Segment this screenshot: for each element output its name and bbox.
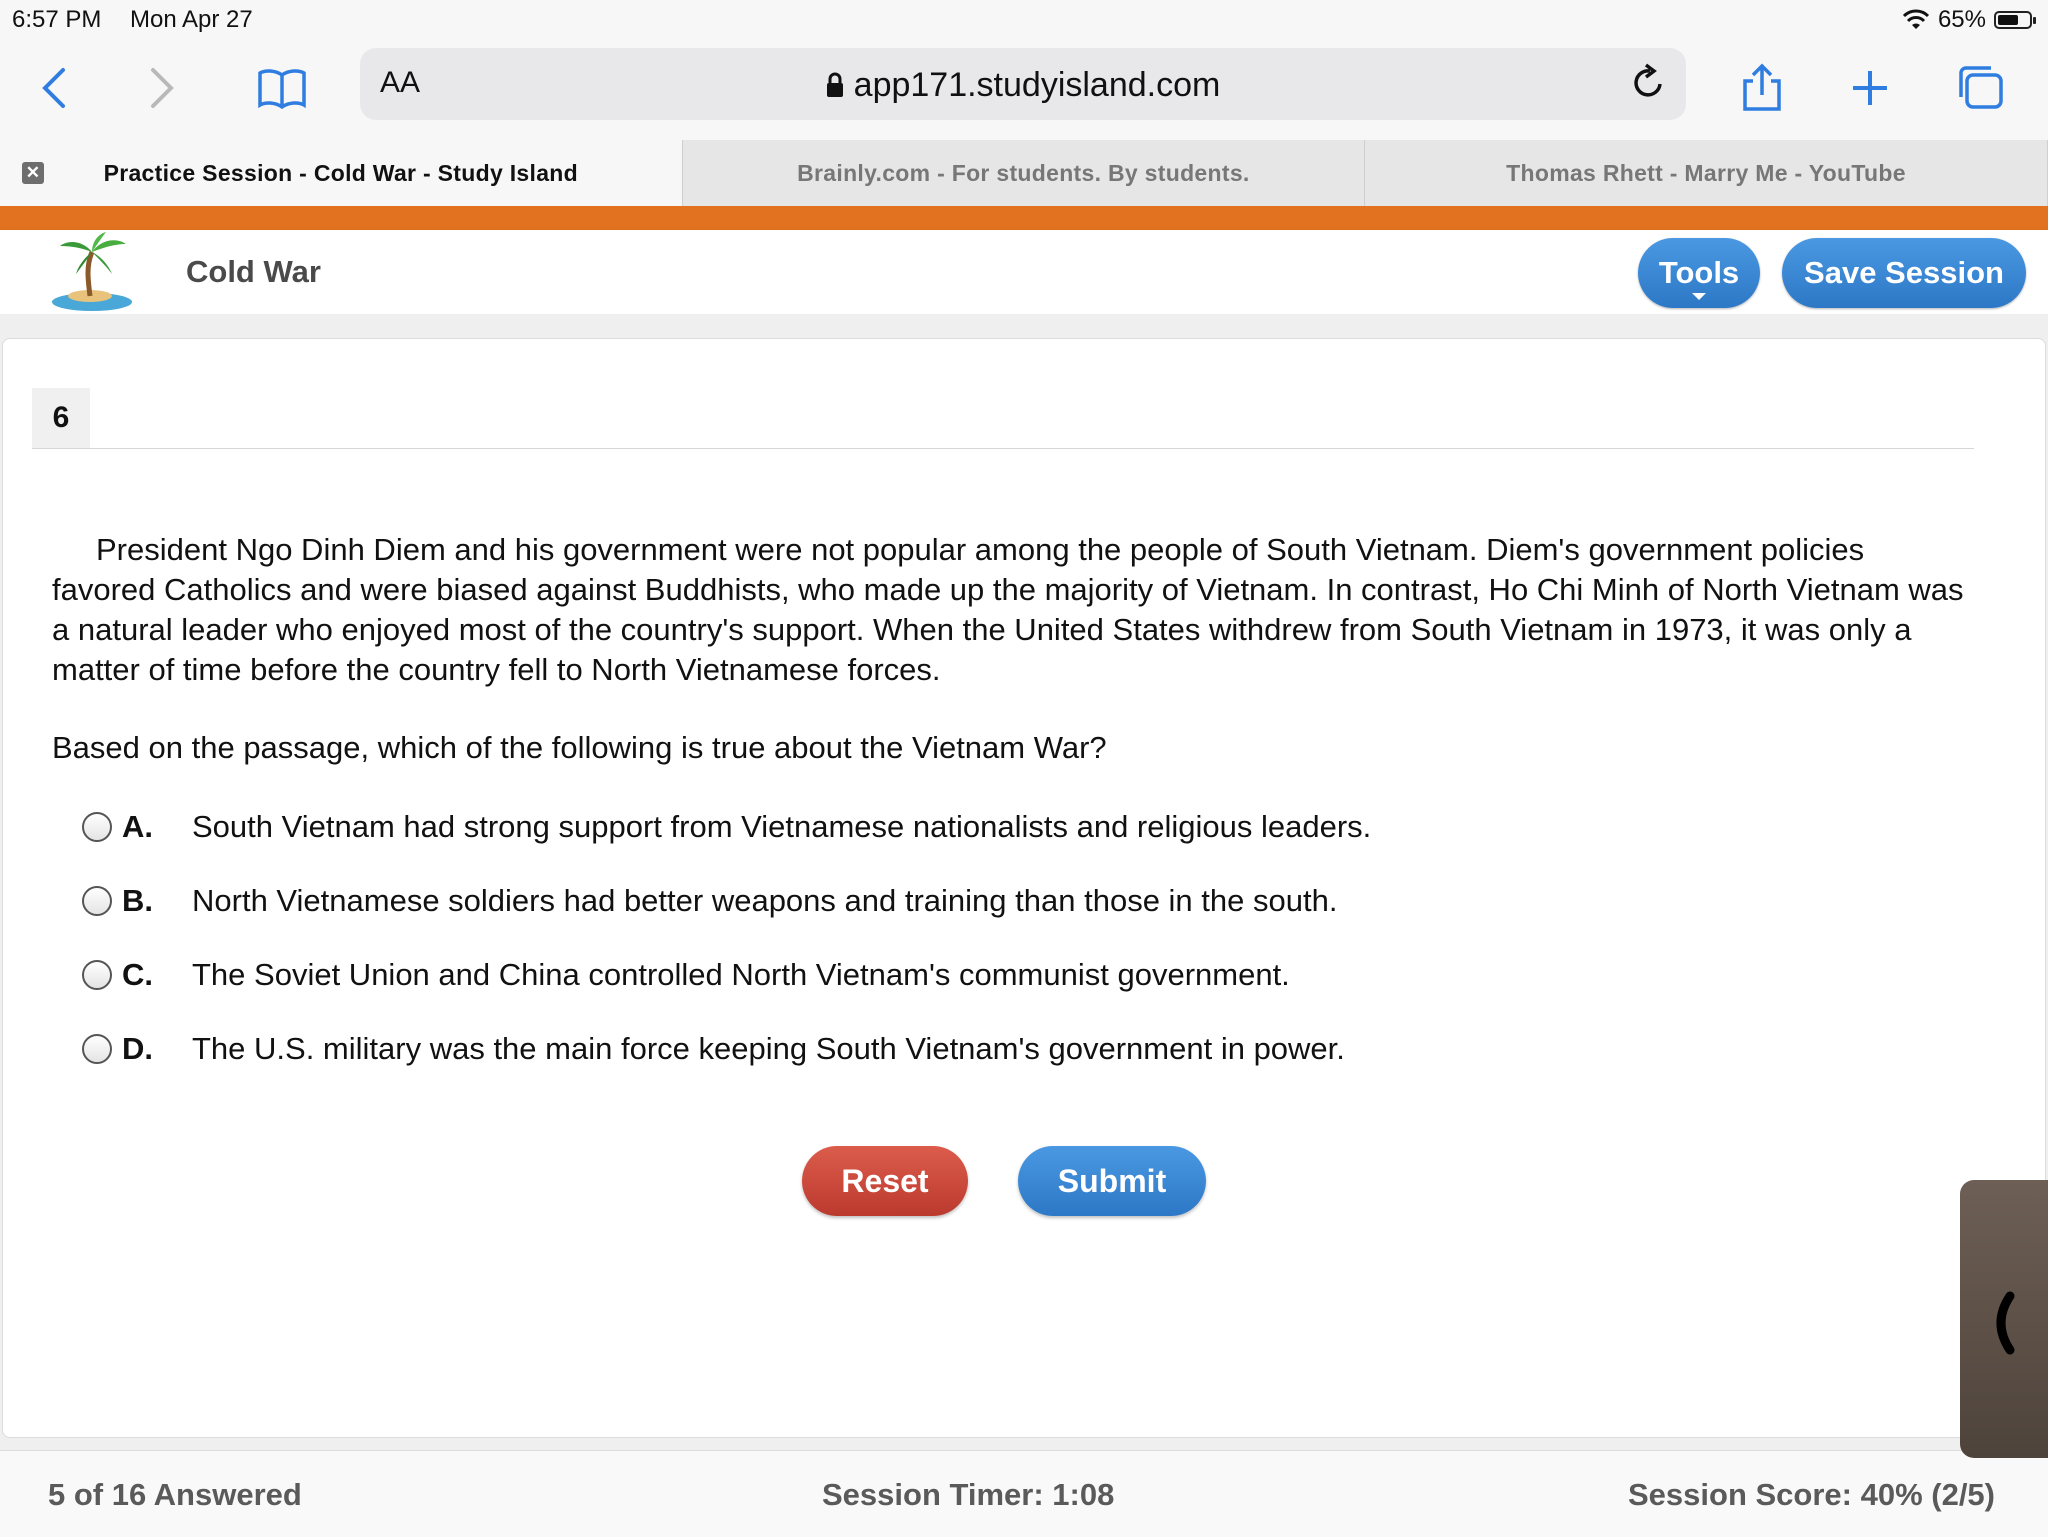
reload-icon[interactable]	[1630, 62, 1666, 107]
question-divider	[32, 448, 1974, 449]
app-header	[0, 230, 2048, 314]
answered-count: 5 of 16 Answered	[48, 1477, 302, 1512]
question-passage: President Ngo Dinh Diem and his government were not popular among the people of South Vietnam. Diem's government policies favored Catholics and were biased against Buddhists, who made up the majority of Vietnam. In contrast, Ho Chi Minh of North Vietnam was a natural leader who enjoyed most of the country's support. When the United States withdrew from South Vietnam in 1973, it was only a matter of time before the country fell to North Vietnamese forces.	[52, 532, 1964, 687]
option-text: North Vietnamese soldiers had better weapons and training than those in the south.	[192, 883, 1338, 918]
orange-accent-strip	[0, 206, 2048, 230]
browser-toolbar	[0, 40, 2048, 140]
option-letter: C.	[122, 957, 153, 992]
session-timer: Session Timer: 1:08	[822, 1477, 1115, 1512]
battery-icon	[1994, 11, 2032, 29]
lock-icon	[826, 68, 844, 107]
tab-practice-session[interactable]	[0, 140, 683, 206]
status-time: 6:57 PM	[12, 6, 102, 33]
address-bar[interactable]	[360, 48, 1686, 120]
chevron-left-icon	[1990, 1290, 2018, 1356]
status-date: Mon Apr 27	[130, 6, 253, 33]
save-session-button[interactable]: Save Session	[1782, 238, 2026, 308]
session-score: Session Score: 40% (2/5)	[1628, 1477, 1995, 1512]
url-text: app171.studyisland.com	[853, 66, 1221, 104]
url-wrap	[360, 66, 1686, 107]
reader-aa-button[interactable]: AA	[380, 66, 421, 99]
radio-button-c[interactable]	[82, 960, 112, 990]
bookmarks-icon[interactable]	[252, 58, 312, 118]
option-text: The U.S. military was the main force keeping South Vietnam's government in power.	[192, 1031, 1345, 1066]
option-text: The Soviet Union and China controlled North Vietnam's communist government.	[192, 957, 1290, 992]
radio-button-d[interactable]	[82, 1034, 112, 1064]
option-letter: B.	[122, 883, 153, 918]
tools-label: Tools	[1658, 255, 1740, 290]
option-letter: A.	[122, 809, 153, 844]
study-island-logo-icon	[48, 232, 136, 317]
tabs-overview-icon[interactable]	[1950, 58, 2010, 118]
tab-label: Practice Session - Cold War - Study Island	[103, 159, 578, 186]
question-number: 6	[32, 388, 90, 448]
share-icon[interactable]	[1732, 58, 1792, 118]
answer-option-c[interactable]	[82, 953, 1290, 997]
back-icon[interactable]	[24, 58, 84, 118]
reset-button[interactable]: Reset	[802, 1146, 968, 1216]
tab-brainly[interactable]	[683, 140, 1366, 206]
page-title: Cold War	[186, 254, 321, 289]
forward-icon[interactable]	[132, 58, 192, 118]
question-stem: Based on the passage, which of the following is true about the Vietnam War?	[52, 730, 1107, 765]
tools-button[interactable]	[1638, 238, 1760, 308]
battery-percent: 65%	[1937, 6, 1986, 33]
close-tab-icon[interactable]: ✕	[22, 162, 44, 184]
submit-button[interactable]: Submit	[1018, 1146, 1206, 1216]
new-tab-icon[interactable]	[1840, 58, 1900, 118]
side-panel-handle[interactable]	[1960, 1180, 2048, 1458]
wifi-icon	[1902, 9, 1930, 31]
radio-button-a[interactable]	[82, 812, 112, 842]
radio-button-b[interactable]	[82, 886, 112, 916]
answer-option-b[interactable]	[82, 879, 1337, 923]
answer-option-d[interactable]	[82, 1027, 1345, 1071]
status-right	[1902, 6, 2032, 34]
tab-strip	[0, 140, 2048, 206]
option-text: South Vietnam had strong support from Vietnamese nationalists and religious leaders.	[192, 809, 1372, 844]
option-letter: D.	[122, 1031, 153, 1066]
tab-label: Brainly.com - For students. By students.	[797, 159, 1250, 186]
status-bar	[0, 0, 2048, 40]
session-footer	[0, 1450, 2048, 1537]
answer-option-a[interactable]	[82, 805, 1371, 849]
tab-youtube[interactable]	[1365, 140, 2048, 206]
caret-down-icon	[1692, 293, 1706, 300]
tab-label: Thomas Rhett - Marry Me - YouTube	[1506, 159, 1906, 186]
